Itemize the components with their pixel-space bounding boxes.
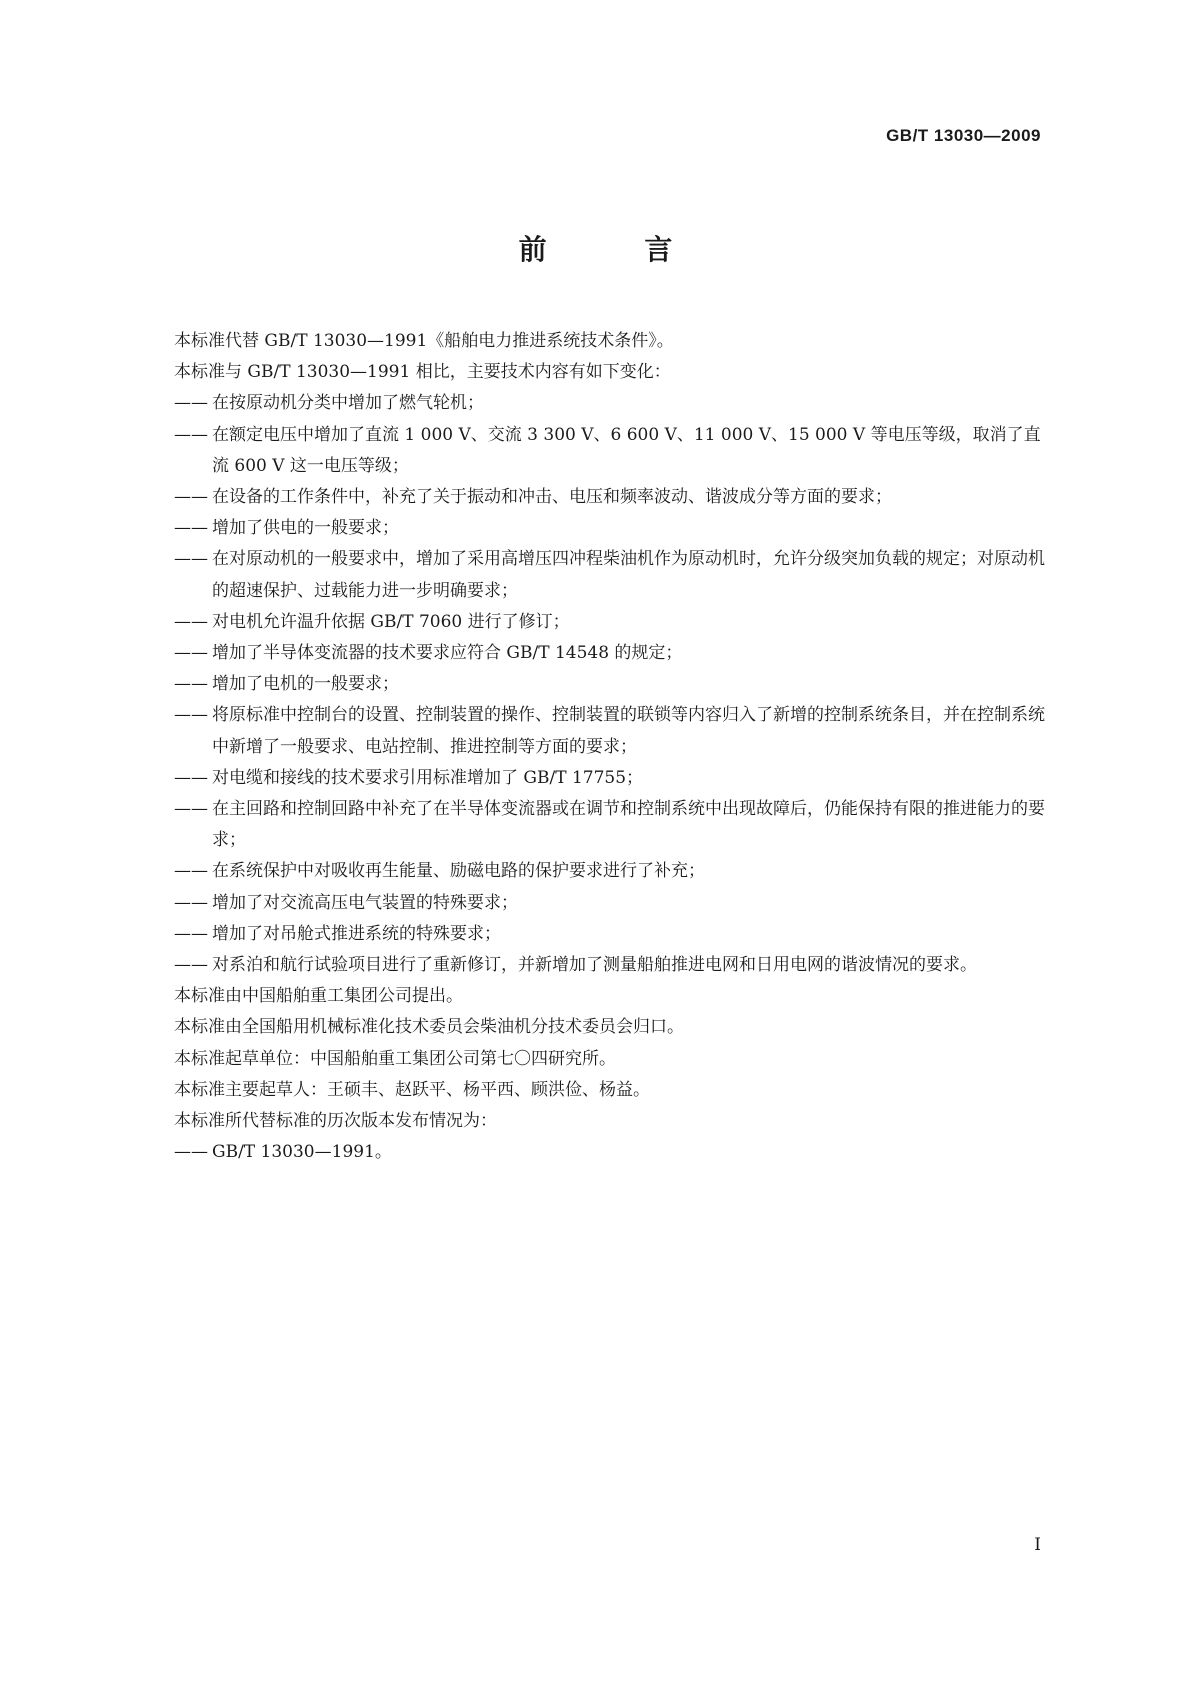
change-item-text: 将原标准中控制台的设置、控制装置的操作、控制装置的联锁等内容归入了新增的控制系统条目，并在控制系统中新增了一般要求、电站控制、推进控制等方面的要求； bbox=[212, 705, 1045, 757]
change-item bbox=[174, 794, 1054, 856]
change-item-text: 在系统保护中对吸收再生能量、励磁电路的保护要求进行了补充； bbox=[212, 861, 705, 882]
list-dash: —— bbox=[174, 923, 208, 944]
change-item-text: 对电缆和接线的技术要求引用标准增加了 GB/T 17755； bbox=[212, 767, 644, 788]
change-item bbox=[174, 669, 1054, 700]
change-item-text: 增加了对交流高压电气装置的特殊要求； bbox=[212, 892, 518, 913]
page-number: I bbox=[1034, 1535, 1041, 1555]
change-item bbox=[174, 856, 1054, 887]
change-item-text: 在设备的工作条件中，补充了关于振动和冲击、电压和频率波动、谐波成分等方面的要求； bbox=[212, 487, 892, 508]
change-item-text: 增加了半导体变流器的技术要求应符合 GB/T 14548 的规定； bbox=[212, 643, 683, 664]
list-dash: —— bbox=[174, 643, 208, 664]
committee-paragraph: 本标准由全国船用机械标准化技术委员会柴油机分技术委员会归口。 bbox=[174, 1017, 684, 1038]
change-item-text: 增加了对吊舱式推进系统的特殊要求； bbox=[212, 923, 501, 944]
change-item bbox=[174, 420, 1054, 482]
drafters-paragraph: 本标准主要起草人：王硕丰、赵跃平、杨平西、顾洪俭、杨益。 bbox=[174, 1079, 650, 1100]
change-item bbox=[174, 388, 1054, 419]
list-dash: —— bbox=[174, 955, 208, 976]
change-item-text: 在按原动机分类中增加了燃气轮机； bbox=[212, 393, 484, 414]
change-item-text: 增加了电机的一般要求； bbox=[212, 674, 399, 695]
change-item-text: 对系泊和航行试验项目进行了重新修订，并新增加了测量船舶推进电网和日用电网的谐波情况的要求。 bbox=[212, 955, 977, 976]
history-item-text: GB/T 13030—1991。 bbox=[212, 1142, 392, 1163]
list-dash: —— bbox=[174, 393, 208, 414]
change-item bbox=[174, 888, 1054, 919]
list-dash: —— bbox=[174, 1142, 208, 1163]
change-item bbox=[174, 607, 1054, 638]
proposer-paragraph: 本标准由中国船舶重工集团公司提出。 bbox=[174, 986, 463, 1007]
history-intro-paragraph: 本标准所代替标准的历次版本发布情况为： bbox=[174, 1111, 497, 1132]
list-dash: —— bbox=[174, 674, 208, 695]
change-item-text: 在对原动机的一般要求中，增加了采用高增压四冲程柴油机作为原动机时，允许分级突加负载的规定；对原动机的超速保护、过载能力进一步明确要求； bbox=[212, 549, 1045, 601]
change-item bbox=[174, 513, 1054, 544]
list-dash: —— bbox=[174, 861, 208, 882]
change-item-text: 在额定电压中增加了直流 1 000 V、交流 3 300 V、6 600 V、11 000 V、15 000 V 等电压等级，取消了直流 600 V 这一电压等级； bbox=[212, 424, 1041, 476]
intro-paragraph-replaces: 本标准代替 GB/T 13030—1991《船舶电力推进系统技术条件》。 bbox=[174, 331, 674, 351]
list-dash: —— bbox=[174, 518, 208, 539]
list-dash: —— bbox=[174, 549, 208, 570]
list-dash: —— bbox=[174, 424, 208, 445]
change-item bbox=[174, 919, 1054, 950]
list-dash: —— bbox=[174, 611, 208, 632]
page-title: 前 言 bbox=[518, 233, 717, 266]
document-body bbox=[174, 326, 1054, 1168]
change-item-text: 在主回路和控制回路中补充了在半导体变流器或在调节和控制系统中出现故障后，仍能保持有限的推进能力的要求； bbox=[212, 799, 1045, 851]
intro-paragraph-changes: 本标准与 GB/T 13030—1991 相比，主要技术内容有如下变化： bbox=[174, 362, 671, 383]
list-dash: —— bbox=[174, 487, 208, 508]
list-dash: —— bbox=[174, 705, 208, 726]
standard-code: GB/T 13030—2009 bbox=[886, 126, 1041, 145]
drafting-unit-paragraph: 本标准起草单位：中国船舶重工集团公司第七〇四研究所。 bbox=[174, 1048, 616, 1069]
change-item bbox=[174, 950, 1054, 981]
change-item bbox=[174, 763, 1054, 794]
list-dash: —— bbox=[174, 892, 208, 913]
list-dash: —— bbox=[174, 767, 208, 788]
change-item-text: 对电机允许温升依据 GB/T 7060 进行了修订； bbox=[212, 611, 570, 632]
change-item-text: 增加了供电的一般要求； bbox=[212, 518, 399, 539]
change-item bbox=[174, 544, 1054, 606]
change-item bbox=[174, 700, 1054, 762]
list-dash: —— bbox=[174, 799, 208, 820]
change-item bbox=[174, 638, 1054, 669]
change-item bbox=[174, 482, 1054, 513]
history-item bbox=[174, 1137, 1054, 1168]
